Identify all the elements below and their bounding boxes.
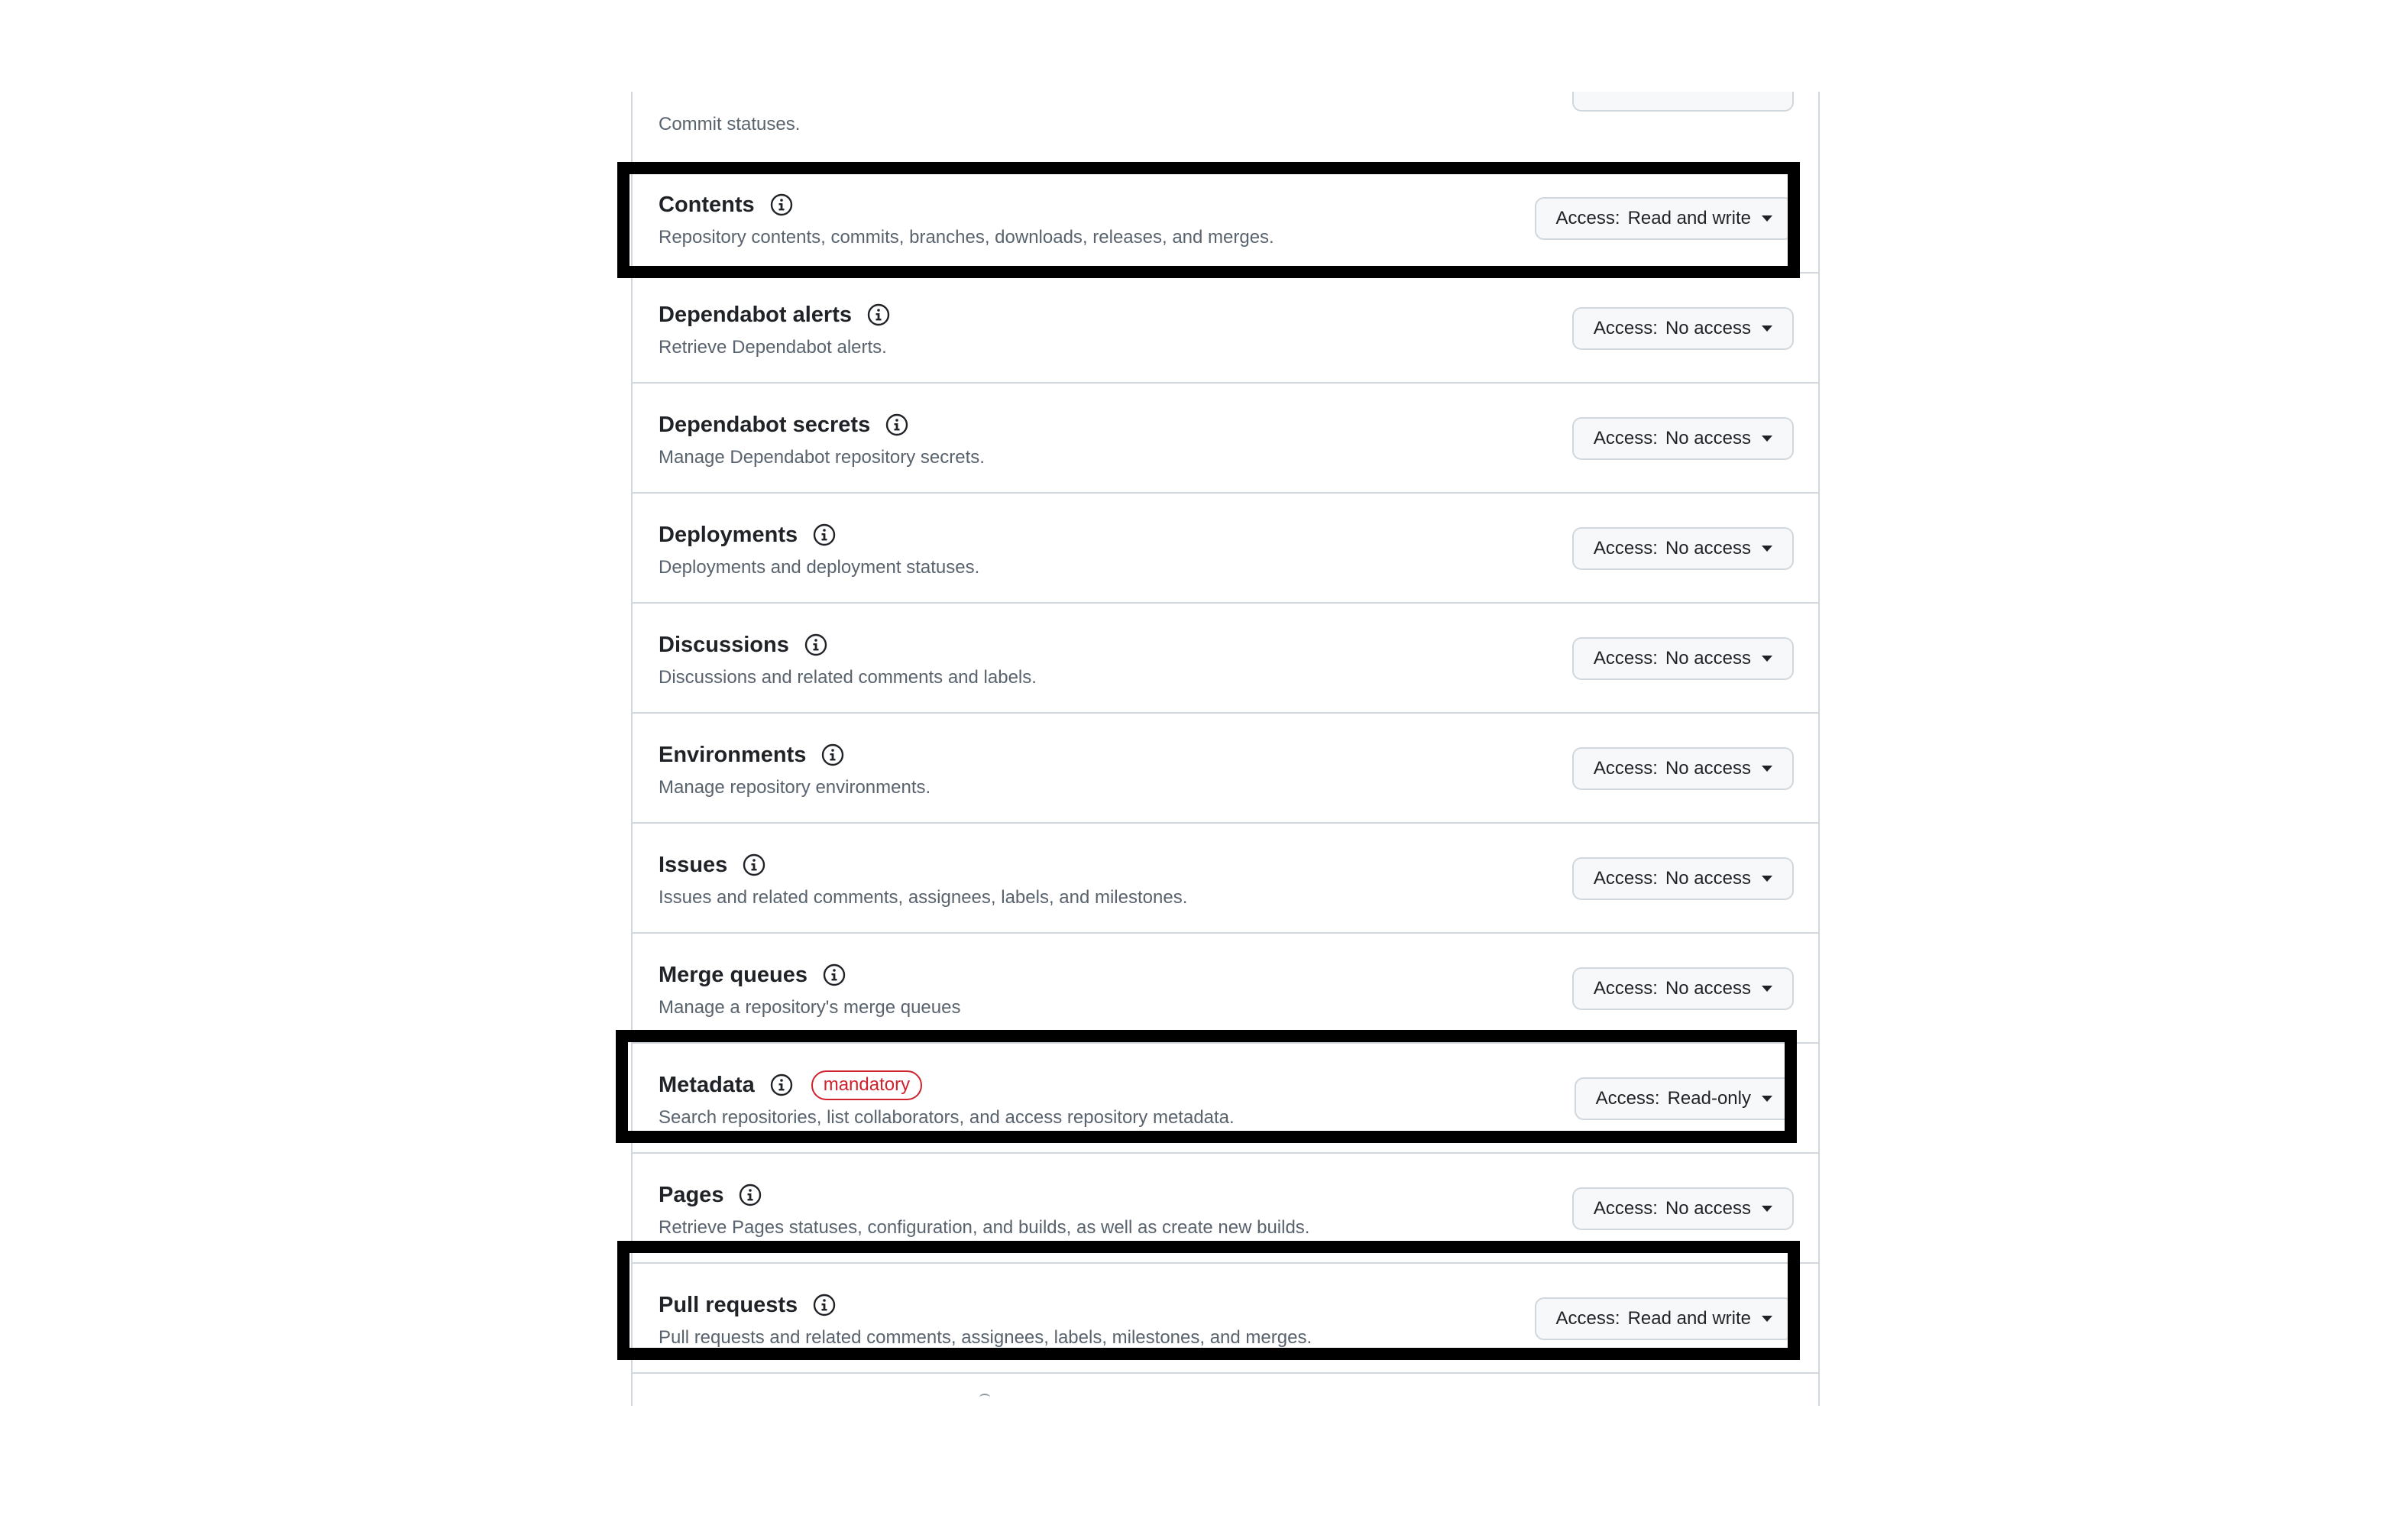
access-value: No access [1665,318,1751,338]
permission-row-deployments [633,494,1818,604]
permission-name: Pages [659,1182,724,1207]
access-dropdown-metadata[interactable] [1575,1077,1794,1120]
access-label: Access: [1555,208,1620,228]
info-icon[interactable] [741,852,767,878]
permission-description: Retrieve Dependabot alerts. [659,337,887,358]
permission-title [659,1180,763,1210]
access-label: Access: [1593,648,1658,669]
info-icon[interactable] [737,1182,763,1208]
permission-description: Discussions and related comments and labels. [659,667,1037,688]
access-dropdown-discussions[interactable] [1572,637,1794,680]
info-icon[interactable] [866,302,892,328]
permission-title [659,520,837,550]
info-icon[interactable] [811,1292,837,1318]
info-icon [979,1394,990,1401]
permission-row-metadata [633,1044,1818,1154]
permission-name: Environments [659,742,807,767]
access-label: Access: [1593,538,1658,559]
permission-description: Repository contents, commits, branches, downloads, releases, and merges. [659,227,1274,248]
permission-title [659,1070,922,1100]
permission-description: Deployments and deployment statuses. [659,557,980,578]
mandatory-badge: mandatory [811,1070,922,1100]
permissions-list [631,92,1820,1406]
permission-name: Dependabot alerts [659,302,852,327]
access-value: No access [1665,758,1751,779]
partial-next-row [633,1391,1818,1406]
permission-title [659,189,795,220]
caret-down-icon [1762,325,1772,332]
permission-description: Manage a repository's merge queues [659,997,961,1018]
access-dropdown-pages[interactable] [1572,1187,1794,1230]
info-icon[interactable] [769,192,795,218]
access-value: No access [1665,868,1751,889]
permission-name: Dependabot secrets [659,412,871,437]
permission-description: Retrieve Pages statuses, configuration, and builds, as well as create new builds. [659,1217,1310,1238]
caret-down-icon [1762,546,1772,552]
permission-name: Pull requests [659,1292,798,1317]
access-dropdown-contents[interactable] [1535,197,1794,240]
permission-title [659,960,847,990]
permission-row-pull-requests [633,1264,1818,1374]
access-label: Access: [1593,318,1658,338]
info-icon[interactable] [811,522,837,548]
permission-row-merge-queues [633,934,1818,1044]
access-value: No access [1665,1198,1751,1219]
access-dropdown[interactable] [1572,92,1794,112]
permission-name: Discussions [659,632,789,657]
access-label: Access: [1593,428,1658,449]
permission-title [659,630,829,660]
caret-down-icon [1762,1206,1772,1212]
access-label: Access: [1593,758,1658,779]
access-value: Read and write [1627,1308,1751,1329]
info-icon[interactable] [803,632,829,658]
access-dropdown-pull-requests[interactable] [1535,1297,1794,1340]
permission-title [659,410,910,440]
permission-row-contents [633,164,1818,274]
access-label: Access: [1593,1198,1658,1219]
caret-down-icon [1762,876,1772,882]
permission-name: Contents [659,192,755,217]
access-dropdown-issues[interactable] [1572,857,1794,900]
access-value: No access [1665,648,1751,669]
permission-row-dependabot-secrets [633,384,1818,494]
permission-description: Commit statuses. [659,114,801,134]
access-label: Access: [1593,868,1658,889]
permission-name: Deployments [659,522,798,547]
permission-description: Pull requests and related comments, assignees, labels, milestones, and merges. [659,1327,1312,1348]
permission-row-discussions [633,604,1818,714]
permission-row-dependabot-alerts [633,274,1818,384]
info-icon[interactable] [820,742,846,768]
permission-title [659,300,892,330]
access-dropdown-dependabot-alerts[interactable] [1572,307,1794,350]
access-value: No access [1665,978,1751,999]
caret-down-icon [1762,986,1772,992]
access-dropdown-environments[interactable] [1572,747,1794,790]
permission-row-pages [633,1154,1818,1264]
permission-name: Merge queues [659,962,808,987]
permission-description: Manage repository environments. [659,777,931,798]
permission-title [659,740,846,770]
access-value: No access [1665,428,1751,449]
info-icon[interactable] [769,1072,795,1098]
access-label: Access: [1593,978,1658,999]
permission-name: Metadata [659,1072,755,1097]
caret-down-icon [1762,215,1772,222]
access-dropdown-deployments[interactable] [1572,527,1794,570]
access-value: Read-only [1667,1088,1751,1109]
info-icon[interactable] [821,962,847,988]
access-value: No access [1665,538,1751,559]
info-icon[interactable] [884,412,910,438]
permission-row-issues [633,824,1818,934]
caret-down-icon [1762,656,1772,662]
caret-down-icon [1762,436,1772,442]
permission-title [659,1290,837,1320]
access-label: Access: [1595,1088,1660,1109]
permission-description: Issues and related comments, assignees, labels, and milestones. [659,887,1188,908]
access-value: Read and write [1627,208,1751,228]
caret-down-icon [1762,1096,1772,1102]
permission-name: Issues [659,852,728,877]
permission-row-environments [633,714,1818,824]
partial-permission-row [633,92,1818,138]
permission-description: Manage Dependabot repository secrets. [659,447,985,468]
caret-down-icon [1762,766,1772,772]
access-dropdown-dependabot-secrets[interactable] [1572,417,1794,460]
caret-down-icon [1762,1316,1772,1322]
access-label: Access: [1555,1308,1620,1329]
permission-title [659,850,767,880]
permission-description: Search repositories, list collaborators, and access repository metadata. [659,1107,1235,1128]
access-dropdown-merge-queues[interactable] [1572,967,1794,1010]
